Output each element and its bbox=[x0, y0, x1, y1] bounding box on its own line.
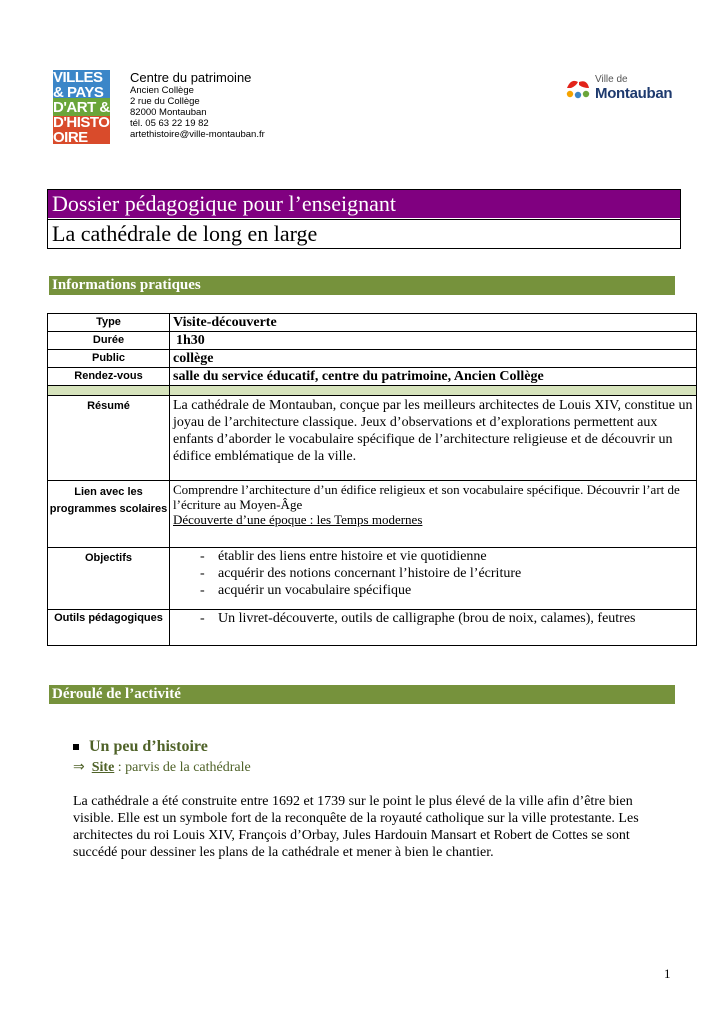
table-row bbox=[48, 548, 697, 610]
lien-value: Comprendre l’architecture d’un édifice religieux et son vocabulaire spécifique. Découvrir l’art de l’écriture au Moyen-Âge bbox=[173, 482, 680, 512]
address-block bbox=[130, 70, 265, 140]
rdv-value: salle du service éducatif, centre du patrimoine, Ancien Collège bbox=[170, 368, 697, 386]
table-row bbox=[48, 481, 697, 548]
public-label: Public bbox=[48, 350, 170, 368]
list-item: - acquérir un vocabulaire spécifique bbox=[200, 582, 696, 599]
table-row bbox=[48, 332, 697, 350]
address-line: Ancien Collège bbox=[130, 85, 194, 96]
logo-montauban: Montauban bbox=[595, 85, 673, 102]
table-row bbox=[48, 314, 697, 332]
type-value: Visite-découverte bbox=[170, 314, 697, 332]
email-line: artethistoire@ville-montauban.fr bbox=[130, 129, 265, 140]
lien-value-epoque: Découverte d’une époque : les Temps modernes bbox=[173, 512, 423, 527]
spacer-cell bbox=[170, 386, 697, 396]
objectifs-cell bbox=[170, 548, 697, 610]
outils-label: Outils pédagogiques bbox=[48, 610, 170, 646]
phone-line: tél. 05 63 22 19 82 bbox=[130, 118, 209, 129]
rdv-label: Rendez-vous bbox=[48, 368, 170, 386]
ville-de-montauban-logo bbox=[565, 72, 683, 108]
table-row bbox=[48, 610, 697, 646]
duree-value: 1h30 bbox=[170, 332, 697, 350]
logo-line: D'ART & bbox=[53, 99, 110, 116]
objectifs-list bbox=[173, 548, 696, 599]
logo-ville-de: Ville de bbox=[595, 74, 628, 85]
logo-line: OIRE bbox=[53, 129, 88, 144]
duree-label: Durée bbox=[48, 332, 170, 350]
lien-cell bbox=[170, 481, 697, 548]
objectifs-label: Objectifs bbox=[48, 548, 170, 610]
logo-line: & PAYS bbox=[53, 84, 104, 101]
site-label: Site bbox=[91, 760, 115, 775]
site-value: : parvis de la cathédrale bbox=[114, 760, 251, 775]
address-line: 2 rue du Collège bbox=[130, 96, 200, 107]
outils-list bbox=[173, 610, 696, 627]
org-title: Centre du patrimoine bbox=[130, 70, 252, 85]
histoire-heading bbox=[73, 738, 208, 756]
outils-cell bbox=[170, 610, 697, 646]
list-item: - établir des liens entre histoire et vie quotidienne bbox=[200, 548, 696, 565]
section-header-informations: Informations pratiques bbox=[49, 276, 675, 295]
table-row bbox=[48, 350, 697, 368]
lien-label: Lien avec les programmes scolaires bbox=[48, 481, 170, 548]
list-item: - Un livret-découverte, outils de calligraphe (brou de noix, calames), feutres bbox=[200, 610, 696, 627]
montauban-emblem-icon bbox=[565, 76, 591, 102]
resume-label: Résumé bbox=[48, 396, 170, 481]
section-header-deroule: Déroulé de l’activité bbox=[49, 685, 675, 704]
square-bullet-icon bbox=[73, 744, 79, 750]
title-box bbox=[47, 189, 681, 249]
histoire-heading-text: Un peu d’histoire bbox=[89, 738, 208, 755]
table-spacer-row bbox=[48, 386, 697, 396]
villes-pays-art-histoire-logo bbox=[53, 70, 110, 144]
histoire-paragraph: La cathédrale a été construite entre 1692 et 1739 sur le point le plus élevé de la ville afin d’être bien visible. Elle est un symbole fort de la reconquête de la royauté catholique sur la ville protestante. Les architectes du roi Louis XIV, François d’Orbay, Jules Hardouin Mansart et Robert de Cottes se sont succédé pour dessiner les plans de la cathédrale et mener à bien le chantier. bbox=[73, 794, 639, 860]
list-item: - acquérir des notions concernant l’histoire de l’écriture bbox=[200, 565, 696, 582]
address-line: 82000 Montauban bbox=[130, 107, 207, 118]
type-label: Type bbox=[48, 314, 170, 332]
site-line bbox=[73, 759, 251, 776]
logo-line: VILLES bbox=[53, 70, 103, 86]
public-value: collège bbox=[170, 350, 697, 368]
table-row bbox=[48, 368, 697, 386]
info-table bbox=[47, 313, 697, 646]
resume-value: La cathédrale de Montauban, conçue par les meilleurs architectes de Louis XIV, constitue un joyau de l’architecture classique. Jeux d’observations et d’explorations permettent aux enfants d’aborder le vocabulaire spécifique de l’architecture religieuse et de découvrir un édifice emblématique de la ville. bbox=[170, 396, 697, 481]
logo-line: D'HISTO bbox=[53, 114, 110, 131]
spacer-cell bbox=[48, 386, 170, 396]
page-number: 1 bbox=[664, 966, 671, 981]
arrow-icon: ⇒ bbox=[73, 760, 85, 775]
document-subtitle: La cathédrale de long en large bbox=[48, 219, 680, 248]
document-title: Dossier pédagogique pour l’enseignant bbox=[48, 190, 680, 218]
table-row bbox=[48, 396, 697, 481]
